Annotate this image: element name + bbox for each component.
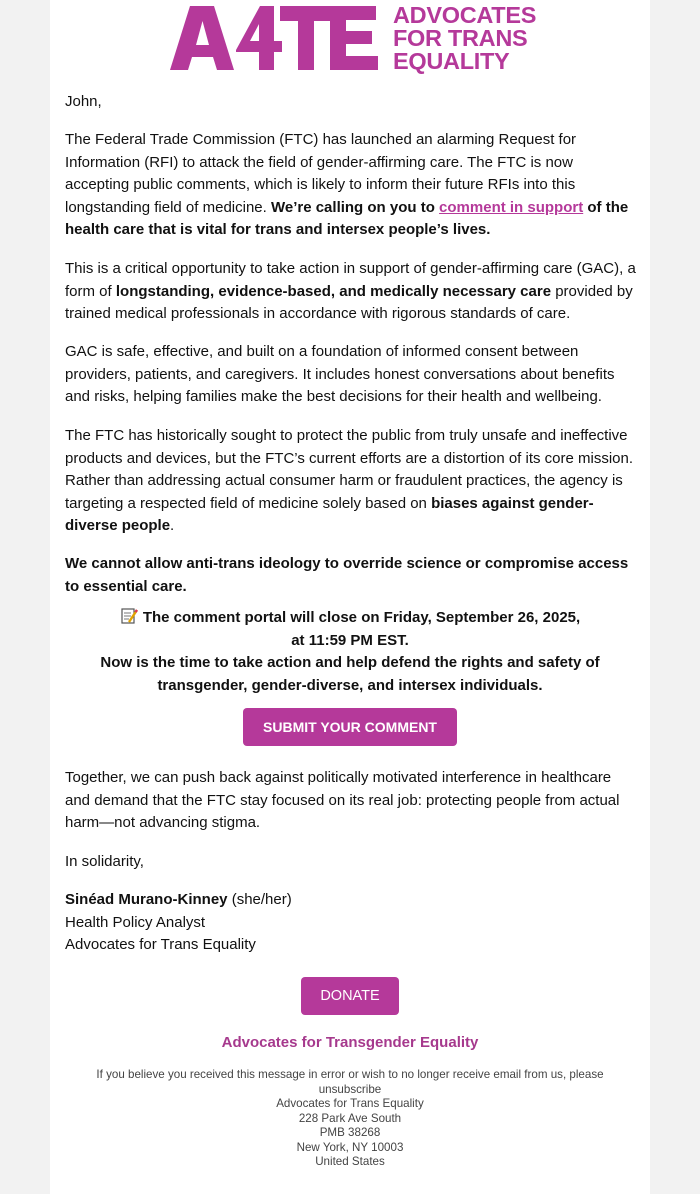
logo-line-3: EQUALITY — [393, 48, 510, 74]
footer-fine-print — [80, 1068, 620, 1170]
unsubscribe-link[interactable]: unsubscribe — [318, 1082, 382, 1096]
greeting: John, — [65, 93, 102, 110]
memo-icon — [120, 607, 138, 625]
paragraph-gac-safe: GAC is safe, effective, and built on a foundation of informed consent between providers, patients, and caregivers. It includes honest conversations about benefits and risks, helping families make the best decisions for their health and wellbeing. — [65, 343, 615, 405]
address-line: New York, NY 10003 — [296, 1140, 404, 1154]
footer-org-name: Advocates for Transgender Equality — [221, 1034, 479, 1051]
signature — [65, 889, 637, 957]
signature-name: Sinéad Murano-Kinney — [65, 891, 228, 908]
signature-org: Advocates for Trans Equality — [65, 936, 256, 953]
comment-in-support-link[interactable]: comment in support — [439, 198, 584, 216]
signature-pronouns: (she/her) — [227, 891, 292, 908]
signature-title: Health Policy Analyst — [65, 913, 206, 931]
closing: In solidarity, — [65, 853, 144, 870]
email-card — [50, 0, 650, 1194]
logo-line-2: FOR TRANS — [393, 25, 528, 51]
paragraph-intro: The Federal Trade Commission (FTC) has launched an alarming Request for Information (RFI) to attack the field of gender-affirming care. The FTC is now accepting public comments, which is likely to inform their future RFIs into this longstanding field of medicine. We’re calling on you to comment in support of the health care that is vital for trans and intersex people’s lives. — [65, 131, 629, 238]
address-line: United States — [315, 1155, 385, 1168]
donate-button[interactable]: DONATE — [301, 977, 399, 1015]
paragraph-call-to-action: We cannot allow anti-trans ideology to override science or compromise access to essential care. — [65, 555, 629, 595]
paragraph-ftc: The FTC has historically sought to protect the public from truly unsafe and ineffective products and devices, but the FTC’s current efforts are a distortion of its core mission. Rather than addressing actual consumer harm or fraudulent practices, the agency is targeting a respected field of medicine solely based on biases against gender-diverse people. — [65, 427, 634, 534]
logo-wordmark — [393, 4, 536, 73]
paragraph-together: Together, we can push back against politically motivated interference in healthcare and demand that the FTC stay focused on its real job: protecting people from actual harm—not advancing stigma. — [65, 769, 620, 831]
logo-line-1: ADVOCATES — [393, 2, 537, 28]
address-line: 228 Park Ave South — [298, 1111, 402, 1125]
address-line: Advocates for Trans Equality — [276, 1097, 424, 1110]
paragraph-opportunity: This is a critical opportunity to take action in support of gender-affirming care (GAC), a form of longstanding, evidence-based, and medically necessary care provided by trained medical professionals in accordance with rigorous standards of care. — [65, 260, 636, 322]
submit-comment-button[interactable]: SUBMIT YOUR COMMENT — [243, 708, 457, 746]
address-line: PMB 38268 — [319, 1126, 381, 1139]
a4te-logo[interactable] — [170, 2, 540, 74]
logo-mark-icon — [170, 2, 384, 72]
unsubscribe-text: If you believe you received this message in error or wish to no longer receive email from us, please — [96, 1068, 604, 1081]
deadline-notice: The comment portal will close on Friday, September 26, 2025, at 11:59 PM EST. Now is the time to take action and help defend the rights and safety of transgender, gender-diverse, and intersex individuals. — [100, 609, 600, 694]
